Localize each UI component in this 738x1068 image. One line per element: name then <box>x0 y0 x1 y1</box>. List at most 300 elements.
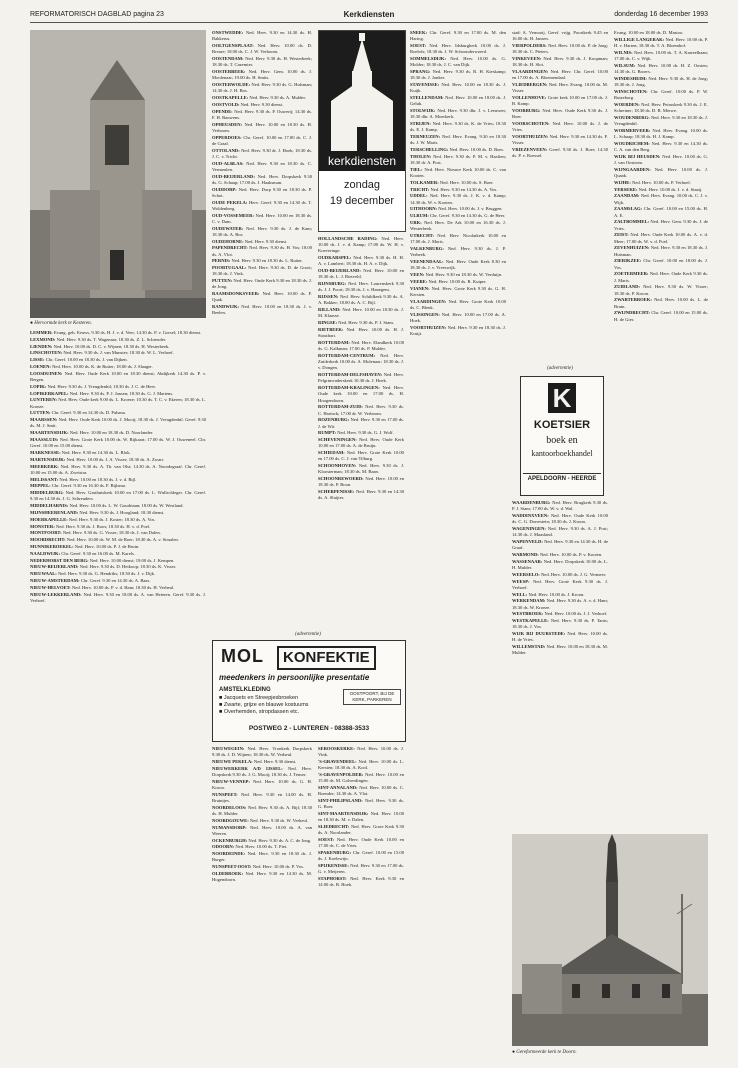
church-service-entry <box>30 564 206 570</box>
service-details: Ned. Herv. 9.30 ds. J. Kloosterman; 18.30 ds. M. Baan. <box>318 463 404 475</box>
service-details: Chr. Geref. 10.00 en 15.00 ds. J. Koelewijn. <box>318 850 404 862</box>
service-details: Ned. Herv. 10.00 ds. G. H. Kroon. <box>212 778 312 790</box>
service-details: Ned. Herv. Elandkerk 10.00 ds. G. Kalkman; 17.00 ds. P. Mulder. <box>318 340 404 352</box>
place-name: SCHERPENISSE: <box>318 489 357 495</box>
place-name: MARKNESSE: <box>30 449 62 455</box>
place-name: TERNEUZEN: <box>410 134 443 139</box>
church-service-entry <box>318 404 404 416</box>
church-service-entry <box>30 490 206 502</box>
service-details: Ned. Herv. Oude Kerk 10.00 en 17.00 ds. C. de Vries. <box>318 837 404 849</box>
service-details: Ned. Herv. 9.30 ds. J. Koopman; 18.30 ds. H. Slot. <box>512 56 608 68</box>
place-name: ZAAMSLAG: <box>614 206 644 212</box>
service-details: Ned. Herv. 9.30 ds. A. Mulder. <box>249 95 306 100</box>
service-details: Ned. Herv. 9.30 ds. H. Westerbeek; 18.30 ds. T. Cazemier. <box>212 56 312 68</box>
service-details: Ned. Herv. 10.00 ds. P. v. d. Ham; 18.30 ds. H. Verheul. <box>71 584 175 590</box>
church-service-entry <box>410 82 506 94</box>
service-details: Chr. Geref. 9.30 en 16.30 ds. F. Bijlsma. <box>51 483 126 489</box>
church-service-entry <box>614 187 708 193</box>
service-details: Ned. Herv. 10.00 ds. J. v. Bruggen. <box>438 206 503 212</box>
place-name: OPENDE: <box>212 108 235 114</box>
church-service-entry <box>318 759 404 771</box>
place-name: NOORDEINDE: <box>212 851 248 857</box>
service-details: Ned. Herv. 10.00 ds. T. Piet. <box>235 844 288 850</box>
place-name: OUDDORP: <box>212 186 239 192</box>
church-service-entry <box>614 310 708 322</box>
service-details: Ned. Herv. 9.30 ds. G. J. Wolf. <box>337 430 394 436</box>
place-name: WILNIS: <box>614 49 634 55</box>
service-details: Ned. Herv. 9.30 ds. T. Wagenaar; 18.30 ds. Z. L. Schreuder. <box>56 336 167 342</box>
ad-koetsier <box>520 376 604 496</box>
service-details: Ned. Herv. 9.30 ds. H. de Jong; 18.30 ds. J. Jong. <box>614 75 708 87</box>
church-service-entry <box>30 510 206 516</box>
service-details: Ned. Herv. 10.00 ds. L. de Bruin. <box>614 297 708 309</box>
service-details: Ned. Herv. 10.00 ds. G. J. van Oostrom. <box>614 153 708 165</box>
place-name: OPHEUSDEN: <box>212 121 245 127</box>
church-service-entry <box>512 592 608 598</box>
place-name: VIANEN: <box>410 285 432 291</box>
church-service-entry <box>512 82 608 94</box>
service-details: Ned. Herv. 9.30 en 14.30 ds. A. Vos. <box>430 186 498 192</box>
service-details: Ned. Herv. 9.30 ds. P. Tanis; 18.30 ds. J. Vos. <box>512 618 608 630</box>
church-service-entry <box>30 477 206 483</box>
place-name: ZWARTEBROEK: <box>614 297 655 303</box>
church-service-entry <box>318 236 404 255</box>
place-name: NIEUWEGEIN: <box>212 746 248 751</box>
church-service-entry <box>212 746 312 758</box>
service-details: Ned. Herv. Oude Kerk 10.00 ds. C. G. Dorrestein; 18.30 ds. J. Kroon. <box>512 513 608 525</box>
church-service-entry <box>512 56 608 68</box>
church-service-entry <box>212 109 312 121</box>
church-service-entry <box>410 279 506 285</box>
service-details: Ned. Herv. 10.00 ds. T. A. Kasteelhaan; 17.00 ds. C. v. Wijk. <box>614 49 708 61</box>
place-name: ONSTWEDDE: <box>212 30 246 35</box>
service-details: Ned. Herv. Oude kerk 9.00 ds. L. Kroeze; 10.30 ds. T. C. v. Ekeren; 18.30 ds. L. Kroeze. <box>30 397 206 409</box>
service-details: Chr. Geref. 10.00 en 17.00 ds. C. J. de Graaf. <box>212 134 312 146</box>
church-service-entry <box>410 325 506 337</box>
service-details: Ned. Herv. 9.30 ds. A. Th. van Olst; 14.30 ds. A. Noordegraaf. Chr. Geref. 10.00 en 15.00 ds. A. Zweistra. <box>30 463 206 475</box>
church-service-entry <box>318 772 404 784</box>
koetsier-city: APELDOORN - HEERDE <box>523 473 601 482</box>
church-service-entry <box>212 291 312 303</box>
place-name: UDDEL: <box>410 193 430 199</box>
church-service-entry <box>212 102 312 108</box>
service-details: Ned. Herv. 10.00 en 18.30 ds. H. Verboom. <box>212 121 312 133</box>
service-details: Ned. Herv. Oude Kerk 9.30 en 18.30 ds. J. de Jong. <box>212 278 312 290</box>
service-details: Ned. Herv. 10.00 ds. J. v. d. Staaij. <box>638 186 703 192</box>
church-service-entry <box>30 483 206 489</box>
service-details: Ned. Herv. Dorpskerk 9.30 ds. J. G. Mooij; 18.30 ds. J. Tenser. <box>212 765 312 777</box>
place-name: LOOSDUINEN: <box>30 370 65 376</box>
church-service-entry <box>512 572 608 578</box>
church-service-entry <box>410 206 506 212</box>
place-name: VOORTHUIZEN: <box>512 134 550 139</box>
service-details: Grote kerk 10.00 en 17.00 ds. J. B. Kamp. <box>512 95 608 107</box>
service-details: Ned. Herv. 9.30 ds. J. Roos; 18.30 ds. H. v. d. Poel. <box>55 523 151 529</box>
place-name: RIJNSBURG: <box>318 281 349 287</box>
place-name: WASSENAAR: <box>512 558 544 564</box>
church-service-entry <box>212 174 312 186</box>
church-service-entry <box>410 147 506 153</box>
church-service-entry <box>410 154 506 166</box>
caption-herv-kerk <box>30 321 206 327</box>
banner-title: kerkdiensten <box>327 154 397 168</box>
place-name: WILSUM: <box>614 62 638 68</box>
service-details: Ned. Herv. 10.00 en 18.30 ds. M. Mulder. <box>512 644 608 656</box>
service-details: Ned. Herv. 10.00 ds. W. M. de Boer; 18.30 ds. A. v. Straalen. <box>66 537 179 543</box>
place-name: POORTUGAAL: <box>212 265 249 271</box>
church-service-entry <box>212 226 312 238</box>
church-service-entry <box>212 278 312 290</box>
service-details: Ned. Herv. Petruskerk 9.30 ds. J. E. Schreiner; 18.30 ds. D. B. Merwe. <box>614 101 708 113</box>
service-details: Ned. Herv. 9.30 en 14.30 ds. H. de Graaf. <box>512 539 608 551</box>
church-service-entry <box>410 187 506 193</box>
church-service-entry <box>318 307 404 319</box>
place-name: RAAMSDONKSVEER: <box>212 291 263 297</box>
church-service-entry <box>512 552 608 558</box>
service-details: Chr. Geref. 10.00 ds. P. W. Ruizeborg. <box>614 88 708 100</box>
church-service-entry <box>212 818 312 824</box>
church-service-entry <box>30 330 206 336</box>
service-details: Ned. Herv. 10.00 en 18.30 ds. J. v. d. Bijl. <box>59 476 137 482</box>
service-details: Ned. Herv. 10.00 ds. K. de Ruiter; 18.00 ds. J. Slaager. <box>52 363 153 369</box>
service-details: Ned. Herv. Gem. 10.00 ds. J. Moolenaar; 19.00 ds. H. Smits. <box>212 69 312 81</box>
kerkdiensten-banner <box>318 30 406 232</box>
place-name: MIJNSHEERENLAND: <box>30 509 80 515</box>
place-name: LINSCHOTEN: <box>30 350 64 356</box>
service-details: Chr. Geref. 9.30 en 17.00 ds. M. den Hartog. <box>410 30 506 42</box>
place-name: OOSTENDAM: <box>212 56 246 61</box>
church-service-entry <box>512 526 608 538</box>
place-name: OOSTVOLD: <box>212 101 241 107</box>
service-details: Ned. Herv. Oude Kerk 10.00 ds. J. Mooij; 18.30 ds. J. Vreugdenhil. Geref. 9.30 ds. M. J. Smit. <box>30 417 206 429</box>
service-details: Ned. Herv. Oude Kerk 8.30 en 18.30 ds. J. v. Vreeswijk. <box>410 258 506 271</box>
church-service-entry <box>30 464 206 476</box>
place-name: LIENDEN: <box>30 343 54 349</box>
service-details: Ned. Herv. Grote Kerk 10.00 en 17.00 ds. C. J. van Tilburg. <box>318 450 404 462</box>
place-name: WILLIGE LANGERAK: <box>614 36 666 42</box>
church-service-entry <box>614 258 708 270</box>
service-details: Ned. Herv. 9.30 en 18.30 ds. C. Vermeulen. <box>212 160 312 172</box>
church-service-entry <box>614 245 708 257</box>
service-details: Ned. Herv. Chr. Geref. 10.00 en 17.00 ds. A. Bloemendaal. <box>512 69 608 81</box>
place-name: OLDEBROEK: <box>212 870 246 876</box>
place-name: OOLTGENSPLAAT: <box>212 43 258 48</box>
service-details: Ned. Herv. Laurenskerk 9.30 ds. J. J. Poort; 18.30 ds. J. v. Hanegem. <box>318 281 404 293</box>
service-details: Ned. Herv. Pelgrimvaderskerk 10.30 ds. J. Hoek. <box>318 372 404 384</box>
church-service-entry <box>318 863 404 875</box>
place-name: MARTENSDIJK: <box>30 456 67 462</box>
service-details: Chr. Geref. 10.00 en 18.00 ds. J. Vos. <box>614 258 708 270</box>
place-name: OOSTKAPELLE: <box>212 95 250 100</box>
church-service-entry <box>212 135 312 147</box>
place-name: ROTTERDAM-DELFSHAVEN: <box>318 372 384 378</box>
service-details: Ned. Herv. 9.30 ds. P. M. v. Haaften; 18.30 dr. A. Post. <box>410 153 506 165</box>
church-service-entry <box>614 297 708 309</box>
church-service-entry <box>512 559 608 571</box>
mol-bullets <box>219 695 339 716</box>
service-details: Ned. Herv. 10.00 ds. P. Vos. <box>252 864 304 870</box>
place-name: SCHIEDAM: <box>318 450 347 456</box>
service-details: Ned. Herv. Grote Kerk 9.30 ds. G. H. Kersten. <box>410 285 506 297</box>
column-2b <box>212 746 312 1058</box>
church-service-entry <box>212 200 312 212</box>
church-service-entry <box>30 344 206 350</box>
place-name: SCHOONREWOERD: <box>318 476 366 482</box>
service-details: Ned. Herv. 9.30 dr. J. Hoek; 18.30 ds. J. C. v. Tricht. <box>212 147 312 159</box>
bullet-icon: ● <box>30 321 35 326</box>
place-name: WAPENVELD: <box>512 539 545 544</box>
church-service-entry <box>318 824 404 836</box>
church-service-entry <box>212 56 312 68</box>
place-name: ROZENBURG: <box>318 417 351 423</box>
church-service-entry <box>318 489 404 501</box>
place-name: SINT-ANNALAND: <box>318 785 360 790</box>
ad-mol-konfektie <box>212 640 406 742</box>
mol-address: POSTWEG 2 - LUNTEREN - 08388-3533 <box>248 725 370 732</box>
church-service-entry <box>318 746 404 758</box>
place-name: NIEUWE PEKELA: <box>212 759 254 764</box>
place-name: WEERSELO: <box>512 571 541 577</box>
church-service-entry <box>614 89 708 101</box>
place-name: VOLLENHOVE: <box>512 95 548 100</box>
church-service-entry <box>30 517 206 523</box>
church-illustration <box>30 30 206 318</box>
church-service-entry <box>614 76 708 88</box>
service-details: Ned. Herv. 10.00 ds. J. G. Vermeer. <box>540 571 607 577</box>
service-details: Ned. Herv. Gem. 9.30 ds. J. de Vries. <box>614 219 708 231</box>
place-name: UTRECHT: <box>410 232 438 238</box>
church-service-entry <box>410 286 506 298</box>
church-service-entry <box>410 259 506 271</box>
place-name: LOPIK: <box>30 383 48 389</box>
church-silhouette-icon <box>319 31 405 171</box>
ad-label-koetsier: (advertentie) <box>547 366 573 371</box>
place-name: URK: <box>410 219 424 225</box>
service-details: Ned. Herv. 10.00 ds. J. v. d. Kamp; 17.00 ds. W. H. v. Koeveringe. <box>318 236 404 254</box>
service-details: Ned. Herv. 9.30 dienst. <box>244 238 288 244</box>
church-service-entry <box>410 299 506 311</box>
place-name: SNEEK: <box>410 30 430 35</box>
caption-text: Hervormde kerk te Kesteren. <box>34 321 92 326</box>
place-name: NIEUW-VENNEP: <box>212 778 253 784</box>
place-name: SOMMELSDIJK: <box>410 56 451 61</box>
ad-label-mol: (advertentie) <box>295 632 321 637</box>
church-service-entry <box>512 121 608 133</box>
column-3 <box>318 236 404 626</box>
church-service-entry <box>30 357 206 363</box>
column-1 <box>30 330 206 1058</box>
place-name: VOORBURG: <box>512 108 543 113</box>
mol-brand-box <box>277 646 376 670</box>
service-details: Ned. Herv. Dorpskerk 10.00 ds. L. H. Mulder. <box>512 558 608 570</box>
mol-brand <box>221 646 264 667</box>
place-name: WIJHE: <box>614 179 632 185</box>
banner-day: zondag <box>343 179 381 191</box>
church-service-entry <box>318 294 404 306</box>
place-name: SOEST: <box>318 837 337 842</box>
caption-text: Gereformeerde kerk te Doorn. <box>516 1050 577 1055</box>
service-details: Ned. Herv. 9.30 en 18.30 ds. J. Huisman. <box>614 245 708 257</box>
place-name: MUNNIKEBOEKEL: <box>30 543 75 549</box>
place-name: TIEL: <box>410 166 425 172</box>
church-service-entry <box>212 766 312 778</box>
service-details: Ned. Herv. 9.30 ds. W. Visser; 18.30 ds. P. Kroon. <box>614 284 708 296</box>
service-details: Ned. Herv. 9.30 ds. J. van Munster; 18.30 dr. W. L. Verhoef. <box>63 350 174 356</box>
church-service-entry <box>410 233 506 245</box>
place-name: ULRUM: <box>410 213 431 219</box>
place-name: VLISSINGEN: <box>410 311 442 317</box>
service-details: Ned. Herv. 9.30 ds. P. J. Stam. <box>338 320 395 326</box>
place-name: NUNSPEET-OOST: <box>212 864 253 870</box>
place-name: MONTFOORT: <box>30 530 63 536</box>
church-service-entry <box>318 798 404 810</box>
service-details: Evang. geb. Eeuws, 9.30 ds. H. J. v. d. Veer; 14.30 ds. P. v. Gorsel; 18.30 dienst. <box>53 330 202 335</box>
church-service-entry <box>30 410 206 416</box>
place-name: STAVENISSE: <box>410 82 442 87</box>
service-details: Ned. Herv. 10.00 ds. J. Quaak. <box>614 166 708 178</box>
church-service-entry <box>30 350 206 356</box>
service-details: Ned. Herv. 9.30 en 18.30 ds. J. Burger. <box>212 851 312 863</box>
place-name: UITHOORN: <box>410 206 439 212</box>
church-service-entry <box>212 851 312 863</box>
church-service-entry <box>212 161 312 173</box>
church-service-entry <box>318 837 404 849</box>
service-details: Ned. Herv. Evang. 9.30 en 18.30 ds. J. W. Maris. <box>410 134 506 146</box>
church-service-entry <box>410 56 506 68</box>
koetsier-brand: KOETSIER <box>533 419 591 431</box>
place-name: WOERDEN: <box>614 101 642 107</box>
church-service-entry <box>212 148 312 160</box>
church-service-entry <box>614 206 708 218</box>
column-4 <box>410 30 506 830</box>
place-name: STELLENDAM: <box>410 95 446 100</box>
place-name: NIEUW-LEKKERLAND: <box>30 591 84 597</box>
church-service-entry <box>512 134 608 146</box>
service-details: Ned. Herv. 10.00 ds. C. Boender; 14.30 ds. A. Vlot. <box>318 785 404 797</box>
place-name: VEERE: <box>410 278 429 284</box>
place-name: LISSE: <box>30 357 46 363</box>
service-details: Ned. Herv. 10.00 ds. G. Molder; 18.30 ds. J. C. van Dijk. <box>410 56 506 68</box>
service-details: Ned. Herv. 10.00 ds. J. Kroon. <box>528 591 585 597</box>
church-service-entry <box>212 265 312 277</box>
mol-bullet-3: ■ Overhemden, stropdassen etc. <box>219 709 300 715</box>
service-details: Ned. Herv. 10.00 ds. L. Kersten; 18.30 ds. A. Kool. <box>318 759 404 771</box>
church-service-entry <box>318 876 404 888</box>
church-service-entry <box>512 611 608 617</box>
place-name: MAARSSEN: <box>30 417 59 423</box>
caption-gerev-kerk <box>512 1050 708 1056</box>
place-name: VOORTHUIZEN: <box>410 324 448 330</box>
service-details: Ned. Herv. Nicolaikerk 10.00 en 17.00 ds. J. Maris. <box>410 232 506 245</box>
church-service-entry <box>614 115 708 127</box>
church-service-entry <box>512 43 608 55</box>
place-name: ODOORN: <box>212 844 236 850</box>
church-service-entry <box>614 141 708 153</box>
service-details: Ned. Herv. Oude Kerk 9.30 ds. J. Boer. <box>512 108 608 120</box>
place-name: OPPERDOES: <box>212 134 244 140</box>
service-details: Ned. Herv. 10.00 ds. A. van Weeren. <box>212 824 312 836</box>
place-name: TERSCHELLING: <box>410 147 450 152</box>
place-name: RUMPT: <box>318 430 338 436</box>
place-name: STRIJEN: <box>410 121 433 126</box>
service-details: Ned. Herv. 9.30 dienst. <box>240 101 284 107</box>
service-details: Ned. Herv. 9.30 ds. A. J. Post; 14.30 ds. J. Maasland. <box>512 526 608 538</box>
place-name: MELISSANT: <box>30 476 60 482</box>
place-name: PERNIS: <box>212 258 232 264</box>
service-details: Ned. Herv. Oude Kerk 9.30 ds. J. Maris. <box>614 271 708 283</box>
service-details: Ned. Herv. Evang. 10.00 ds. L. Schaap; 18.30 ds. H. J. Kamp. <box>614 127 708 139</box>
service-details: Chr. Geref. 9.30 en 14.30 ds. A. Baas. <box>80 577 151 583</box>
place-name: PUTTEN: <box>212 278 234 284</box>
church-service-entry <box>30 450 206 456</box>
place-name: MEPPEL: <box>30 483 52 489</box>
service-details: Ned. Herv. 9.30 ds. C. Harinck; 17.00 dr. W. Verboom. <box>318 404 404 416</box>
church-service-entry <box>318 430 404 436</box>
church-service-entry <box>410 167 506 179</box>
service-details: Ned. Herv. 9.30 dhr. J. v. Leeuwen; 18.30 dhr. A. Moerkerk. <box>410 108 506 120</box>
service-details: Ned. Herv. Brugkerk 9.30 ds. P. J. Stam; 17.00 ds. W. v. d. Wal. <box>512 500 608 512</box>
church-service-entry <box>614 37 708 49</box>
service-details: Geref. 9.30 ds. J. Boer; 14.30 ds. P. v. Roessel. <box>512 147 608 159</box>
place-name: MOERKAPELLE: <box>30 516 69 522</box>
service-details: Ned. Herv. 10.00 en 15.00 ds. M. Golverdingen. <box>318 772 404 784</box>
place-name: ROTTERDAM-CENTRUM: <box>318 353 381 358</box>
koetsier-logo-icon: K <box>548 383 576 413</box>
church-service-entry <box>614 102 708 114</box>
service-details: Ned. Herv. 10.00 ds. F. Quak. <box>212 291 312 303</box>
service-details: Ned. Herv. 10.00 ds. P. de Jong; 18.30 ds. C. Pieters. <box>512 43 608 55</box>
church-service-entry <box>318 353 404 372</box>
place-name: VIERPOLDERS: <box>512 43 549 48</box>
service-details: Chr. Geref. 9.30 en 14.30 ds. D. Palsma. <box>51 410 126 416</box>
place-name: WARMOND: <box>512 552 540 557</box>
place-name: OUD-ALBLAS: <box>212 160 247 166</box>
place-name: NUNSPEET: <box>212 791 241 797</box>
place-name: WILLEMSTAD: <box>512 644 547 650</box>
service-details: Ned. Herv. 10.00 dienst; 19.00 ds. J. Kempen. <box>89 557 175 563</box>
church-service-entry <box>30 524 206 530</box>
mol-bullet-2: ■ Zwarte, grijze en blauwe kostuums <box>219 702 309 708</box>
church-service-entry <box>410 272 506 278</box>
place-name: VLAARDINGEN: <box>410 298 449 304</box>
church-service-entry <box>30 391 206 397</box>
church-service-entry <box>212 30 312 42</box>
church-service-entry <box>318 450 404 462</box>
place-name: WOUDENBERG: <box>614 114 651 120</box>
place-name: VINKEVEEN: <box>512 56 544 61</box>
service-details: Ned. Herv. 9.30 en 17.00 ds. J. de Wit. <box>318 417 404 429</box>
church-service-entry <box>30 537 206 543</box>
column-5 <box>512 30 608 362</box>
church-service-entry <box>212 245 312 257</box>
church-service-entry <box>30 417 206 429</box>
service-details: Ned. Herv. Oude Kerk 10.00 ds. A. v. d. Meer; 17.00 ds. W. v. d. Poel. <box>614 232 708 244</box>
place-name: VEEN: <box>410 271 426 277</box>
place-name: OUDKARSPEL: <box>318 255 354 261</box>
church-service-entry <box>512 30 608 42</box>
service-details: Ned. Herv. 9.30 ds. R. H. Kieskamp; 18.30 ds. J. Jonker. <box>410 69 506 81</box>
service-details: Ned. Herv. 9.30 en 14.30 ds. L. Blok. <box>61 449 131 455</box>
place-name: 'S-GRAVENDEEL: <box>318 759 359 764</box>
church-service-entry <box>318 372 404 384</box>
place-name: PAPENDRECHT: <box>212 245 250 251</box>
service-details: Ned. Herv. Kerk 9.30 en 14.00 ds. B. Hoek. <box>318 876 404 888</box>
service-details: Ned. Herv. 9.30 ds. G. Hulsman; 14.30 ds. J. H. Bos. <box>212 82 312 94</box>
place-name: RANDWIJK: <box>212 304 242 310</box>
service-details: Chr. Geref. 10.00 en 15.00 ds. H. A. E. <box>614 206 708 218</box>
header-left: REFORMATORISCH DAGBLAD pagina 23 <box>30 11 164 18</box>
photo-gereformeerde-kerk <box>512 834 708 1046</box>
